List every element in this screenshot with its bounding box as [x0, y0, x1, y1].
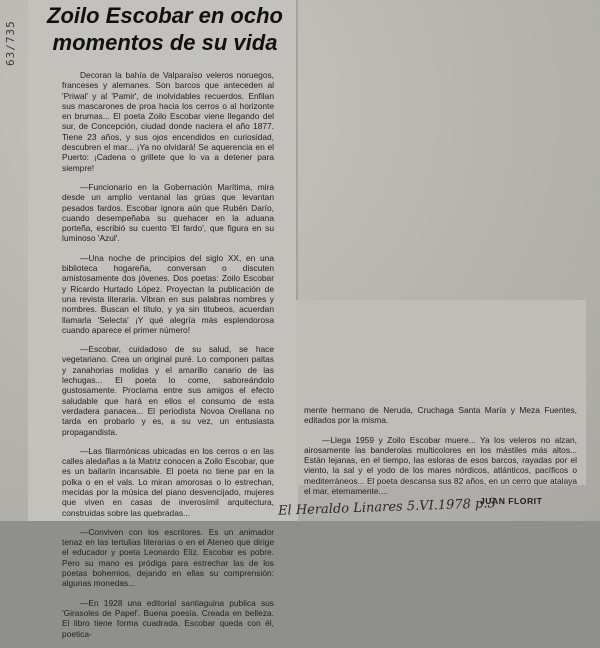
author-signature: JUAN FLORIT — [480, 496, 543, 506]
paragraph: —Escobar, cuidadoso de su salud, se hace vegetariano. Crea un original puré. Lo componen paltas y zanahorias molidas y el amarillo canario de las lechugas... El poeta lo come, saboreándolo gustosamente. Proclama entre sus amigos el efecto saludable que hará en ellos el consumo de esta verdadera panacea... El periodista Novoa Orellana no tarda en probarlo y es, a su vez, un entusiasta propagandista. — [62, 344, 274, 437]
paragraph-continuation: mente hermano de Neruda, Cruchaga Santa María y Meza Fuentes, editados por la misma. — [304, 405, 577, 426]
paragraph: —Llega 1959 y Zoilo Escobar muere... Ya los veleros no alzan, airosamente las banderolas multicolores en los mástiles más altos... Están lejanas, en el tiempo, las esloras de esos barcos, rayadas por el viento, la sal y el yodo de los mares nórdicos, atlánticos, pacíficos o mediterráneos... El poeta descansa sus 82 años, en un cerro que atalaya el mar, eternamente.... — [304, 434, 577, 497]
headline-line-1: Zoilo Escobar en ocho — [47, 3, 283, 28]
headline-line-2: momentos de su vida — [52, 30, 278, 55]
archive-number: 63/735 — [4, 20, 17, 66]
paragraph: —Una noche de principios del siglo XX, en una biblioteca hogareña, conversan o discuten amistosamente dos jóvenes. Dos poetas: Zoilo Escobar y Ricardo Hurtado López. Proyectan la publicación de una revista literaria. Vibran en sus palabras nombres y nombres. Buscan el título, y ya sin titubeos, acuerdan llamarla 'Selecta' ¡Y qué alegría más esplendorosa cuando aparece el primer número! — [62, 252, 274, 335]
paper-fold — [296, 0, 298, 300]
paragraph: Decoran la bahía de Valparaíso veleros noruegos, franceses y alemanes. Son barcos que anteceden al 'Priwal' y al 'Pamir', de inolvidables recuerdos. Enfilan sus mascarones de proa hacia los cerros o al horizonte en brumas... El poeta Zoilo Escobar viene llegando del sur, de Concepción, ciudad donde naciera el año 1877. Tiene 23 años, y sus ojos encendidos en curiosidad, descubren el mar... ¡Ya no olvidará! Se aquerencia en el Puerto: ¡Cadena o grillete que lo va a detener para siempre! — [62, 70, 274, 173]
paragraph: —En 1928 una editorial santiaguina publica sus 'Girasoles de Papel'. Buena poesía. Creada en belleza. El libro tiene forma cuadrada. Escobar queda con él, poetica- — [62, 597, 274, 639]
handwritten-source-note: El Heraldo Linares 5.VI.1978 p.3 — [277, 496, 497, 519]
paragraph: —Conviven con los escritores. Es un animador tenaz en las tertulias literarias o en el Ateneo que dirige el educador y poeta Leonardo Eliz. Escobar es pobre. Pero su mano es pródiga para estrechar las de los poetas bohemios, dejando en ellas su comprensión: algunas monedas... — [62, 526, 274, 589]
article-column-2 — [304, 405, 577, 505]
paragraph: —Funcionario en la Gobernación Marítima, mira desde un amplio ventanal las grúas que levantan pesados fardos. Escobar ignora aún que Rubén Darío, cuando desempeñaba su quehacer en la aduana porteña, escribió su cuento 'El fardo', que figura en su luminoso 'Azul'. — [62, 181, 274, 244]
headline — [40, 2, 290, 56]
article-column-1 — [62, 70, 274, 648]
paragraph: —Las filarmónicas ubicadas en los cerros o en las calles aledañas a la Matriz conocen a Zoilo Escobar, que es un bailarín incansable. El poeta no tiene par en la polka o en el vals. Lo miran amorosas o lo estrechan, mecidas por la música del piano desvencijado, mujeres que viven en casas de inverosímil arquitectura, construidas sobre las quebradas... — [62, 445, 274, 518]
